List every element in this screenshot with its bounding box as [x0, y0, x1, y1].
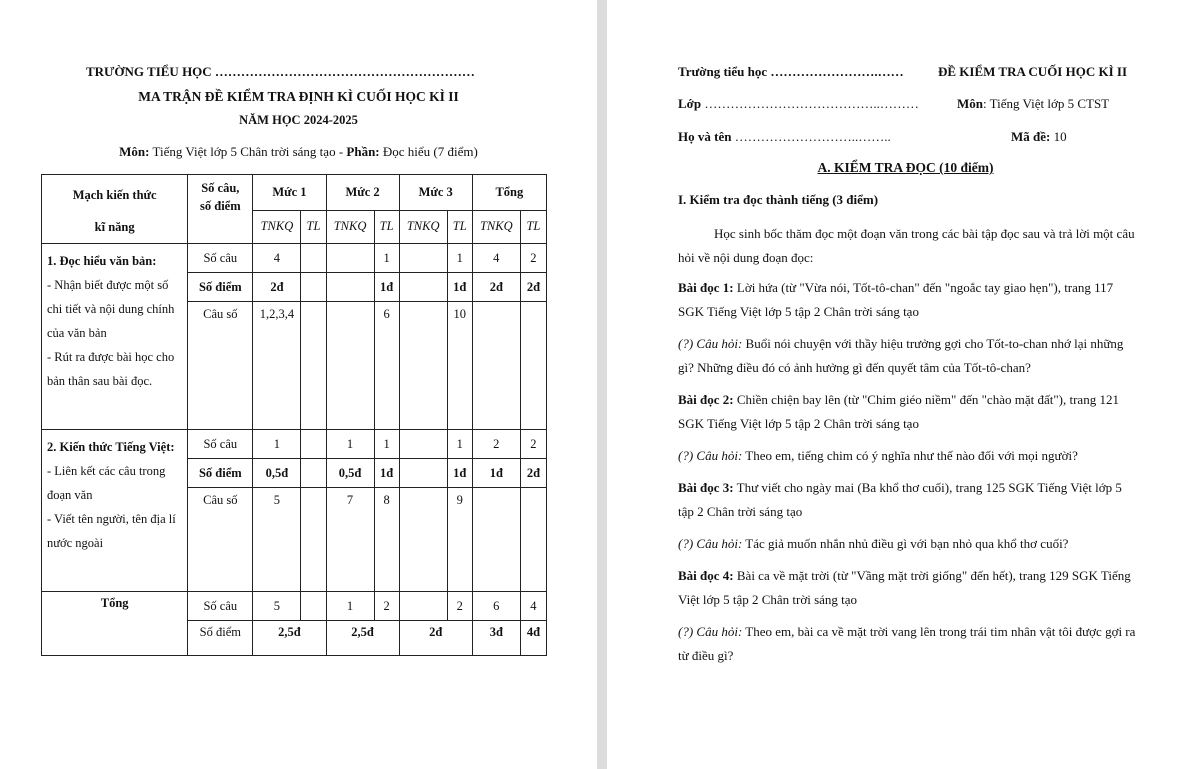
- cell: 1: [374, 430, 399, 459]
- cell: [301, 430, 326, 459]
- name-field: [678, 129, 891, 145]
- header-total: Tổng: [472, 175, 546, 211]
- cell: 1đ: [447, 273, 472, 302]
- row-label: Câu số: [188, 302, 253, 430]
- cell: 1: [447, 430, 472, 459]
- cell: 1: [253, 430, 301, 459]
- question-text: Tác giả muốn nhắn nhủ điều gì với bạn nhỏ qua khổ thơ cuối?: [745, 536, 1069, 551]
- reading-3: [678, 476, 1138, 524]
- cell: [301, 302, 326, 430]
- section-1-item: - Rút ra được bài học cho bản thân sau bài đọc.: [47, 350, 175, 388]
- cell: 7: [326, 488, 374, 592]
- matrix-table: [41, 174, 547, 656]
- cell: 2: [520, 244, 546, 273]
- row-label: Số câu: [188, 430, 253, 459]
- header-level-3: Mức 3: [399, 175, 472, 211]
- cell: [520, 488, 546, 592]
- cell: 0,5đ: [326, 459, 374, 488]
- cell: 1: [374, 244, 399, 273]
- row-label: Số điểm: [188, 273, 253, 302]
- cell: 2đ: [520, 459, 546, 488]
- school-field: Trường tiểu học …………………….……: [678, 64, 904, 79]
- school-year: NĂM HỌC 2024-2025: [239, 113, 358, 127]
- cell: [326, 302, 374, 430]
- row-label: Số câu: [188, 244, 253, 273]
- reading-label: Bài đọc 2:: [678, 392, 734, 407]
- question-label: (?) Câu hỏi:: [678, 624, 743, 639]
- cell: 2: [447, 592, 472, 621]
- page-gutter: [597, 0, 607, 769]
- row-label: Số điểm: [188, 459, 253, 488]
- section-1-topic: [42, 244, 188, 430]
- cell: 6: [374, 302, 399, 430]
- cell: [301, 459, 326, 488]
- cell: [399, 244, 447, 273]
- header-tnkq: TNKQ: [399, 210, 447, 243]
- cell: 5: [253, 592, 301, 621]
- cell: [301, 488, 326, 592]
- section-2-item: - Liên kết các câu trong đoạn văn: [47, 464, 166, 502]
- cell: 1đ: [374, 459, 399, 488]
- question-text: Theo em, bài ca về mặt trời vang lên trong trái tim nhân vật tôi được gợi ra từ điều gì?: [678, 624, 1136, 663]
- total-label: Tổng: [42, 592, 188, 656]
- header-topic-line1: Mạch kiến thức: [72, 188, 157, 202]
- instruction-paragraph: Học sinh bốc thăm đọc một đoạn văn trong các bài tập đọc sau và trả lời một câu hỏi về nội dung đoạn đọc:: [678, 226, 1135, 265]
- reading-label: Bài đọc 1:: [678, 280, 734, 295]
- cell: [472, 488, 520, 592]
- section-2-item: - Viết tên người, tên địa lí nước ngoài: [47, 512, 176, 550]
- total-row: [42, 592, 547, 621]
- cell: 2: [520, 430, 546, 459]
- header-tl: TL: [374, 210, 399, 243]
- table-row: [42, 430, 547, 459]
- code-label: Mã đề:: [1011, 129, 1051, 144]
- cell: [472, 302, 520, 430]
- matrix-title: MA TRẬN ĐỀ KIỂM TRA ĐỊNH KÌ CUỐI HỌC KÌ II: [138, 89, 459, 104]
- cell: 4: [472, 244, 520, 273]
- header-tl: TL: [520, 210, 546, 243]
- header-level-1: Mức 1: [253, 175, 326, 211]
- reading-label: Bài đọc 3:: [678, 480, 734, 495]
- cell: [399, 273, 447, 302]
- section-1-title: 1. Đọc hiểu văn bản:: [47, 254, 157, 268]
- cell: [301, 273, 326, 302]
- subject-line: [0, 144, 597, 160]
- cell: [326, 273, 374, 302]
- class-dots: …………………………………..………: [704, 96, 919, 111]
- section-1-item: - Nhận biết được một số chi tiết và nội dung chính của văn bản: [47, 278, 175, 340]
- question-text: Buổi nói chuyện với thầy hiệu trưởng gợi cho Tốt-to-chan nhớ lại những gì? Những điều đó có ảnh hưởng gì đến quyết tâm của Tốt-tô-chan?: [678, 336, 1124, 375]
- cell: 1đ: [447, 459, 472, 488]
- exam-code: [1011, 129, 1067, 145]
- row-label: Số câu: [188, 592, 253, 621]
- cell: 2đ: [472, 273, 520, 302]
- cell: 1: [447, 244, 472, 273]
- cell: 5: [253, 488, 301, 592]
- cell: 2đ: [520, 273, 546, 302]
- cell: 8: [374, 488, 399, 592]
- header-tl: TL: [301, 210, 326, 243]
- cell: 3đ: [472, 621, 520, 656]
- reading-2: [678, 388, 1138, 436]
- cell: 2,5đ: [326, 621, 399, 656]
- left-page: [0, 0, 597, 769]
- part-label: Phần:: [346, 144, 380, 159]
- reading-text: Thư viết cho ngày mai (Ba khổ thơ cuối), trang 125 SGK Tiếng Việt lớp 5 tập 2 Chân trời sáng tạo: [678, 480, 1122, 519]
- reading-1: [678, 276, 1138, 324]
- cell: 2đ: [253, 273, 301, 302]
- section-a-heading: A. KIỂM TRA ĐỌC (10 điểm): [817, 160, 994, 175]
- header-topic: [42, 175, 188, 244]
- cell: 4đ: [520, 621, 546, 656]
- code-value: 10: [1053, 129, 1067, 144]
- cell: 1: [326, 592, 374, 621]
- question-label: (?) Câu hỏi:: [678, 536, 743, 551]
- cell: [301, 592, 326, 621]
- cell: [399, 459, 447, 488]
- row-label: Câu số: [188, 488, 253, 592]
- question-3: [678, 532, 1138, 556]
- subject-value: Tiếng Việt lớp 5 Chân trời sáng tạo -: [152, 144, 344, 159]
- cell: 10: [447, 302, 472, 430]
- school-line-text: TRƯỜNG TIỂU HỌC ……………………………………………………: [86, 64, 475, 79]
- cell: [399, 488, 447, 592]
- cell: 4: [253, 244, 301, 273]
- section-2-topic: [42, 430, 188, 592]
- question-text: Theo em, tiếng chim có ý nghĩa như thế nào đối với mọi người?: [745, 448, 1078, 463]
- cell: 2đ: [399, 621, 472, 656]
- question-4: [678, 620, 1138, 668]
- header-tnkq: TNKQ: [472, 210, 520, 243]
- table-row: [42, 244, 547, 273]
- cell: 2: [374, 592, 399, 621]
- part-1-heading: I. Kiểm tra đọc thành tiếng (3 điểm): [678, 192, 879, 207]
- header-topic-line2: kĩ năng: [94, 220, 135, 234]
- exam-title: ĐỀ KIỂM TRA CUỐI HỌC KÌ II: [938, 64, 1128, 79]
- subject-label: Môn: [957, 96, 983, 111]
- reading-text: Chiền chiện bay lên (từ "Chim giéo niềm" đến "chào mặt đất"), trang 121 SGK Tiếng Việt lớp 5 tập 2 Chân trời sáng tạo: [678, 392, 1119, 431]
- row-label: Số điểm: [188, 621, 253, 656]
- header-tnkq: TNKQ: [326, 210, 374, 243]
- cell: 0,5đ: [253, 459, 301, 488]
- cell: [399, 430, 447, 459]
- cell: 1đ: [472, 459, 520, 488]
- class-field: [678, 96, 919, 112]
- reading-label: Bài đọc 4:: [678, 568, 734, 583]
- cell: 2,5đ: [253, 621, 326, 656]
- cell: [301, 244, 326, 273]
- cell: [399, 302, 447, 430]
- section-2-title: 2. Kiến thức Tiếng Việt:: [47, 440, 175, 454]
- header-count-line2: số điểm: [200, 199, 241, 213]
- header-tnkq: TNKQ: [253, 210, 301, 243]
- cell: 1: [326, 430, 374, 459]
- header-level-2: Mức 2: [326, 175, 399, 211]
- reading-4: [678, 564, 1138, 612]
- header-row-1: [42, 175, 547, 211]
- name-dots: ………………………..……..: [734, 129, 891, 144]
- cell: [399, 592, 447, 621]
- right-page: [607, 0, 1204, 769]
- reading-text: Bài ca về mặt trời (từ "Vầng mặt trời giống" đến hết), trang 129 SGK Tiếng Việt lớp 5 tập 2 Chân trời sáng tạo: [678, 568, 1131, 607]
- reading-text: Lời hứa (từ "Vừa nói, Tốt-tô-chan" đến "ngoắc tay giao hẹn"), trang 117 SGK Tiếng Việt lớp 5 tập 2 Chân trời sáng tạo: [678, 280, 1114, 319]
- question-1: [678, 332, 1138, 380]
- cell: 2: [472, 430, 520, 459]
- part-value: Đọc hiểu (7 điểm): [382, 144, 478, 159]
- school-line: [86, 64, 475, 80]
- cell: [520, 302, 546, 430]
- header-tl: TL: [447, 210, 472, 243]
- question-2: [678, 444, 1138, 468]
- cell: 4: [520, 592, 546, 621]
- cell: 9: [447, 488, 472, 592]
- cell: 1,2,3,4: [253, 302, 301, 430]
- cell: [326, 244, 374, 273]
- subject-label: Môn:: [119, 144, 150, 159]
- name-label: Họ và tên: [678, 129, 732, 144]
- subject-field: [957, 96, 1109, 112]
- question-label: (?) Câu hỏi:: [678, 448, 743, 463]
- cell: 1đ: [374, 273, 399, 302]
- header-count-line1: Số câu,: [201, 181, 240, 195]
- class-label: Lớp: [678, 96, 702, 111]
- subject-value: : Tiếng Việt lớp 5 CTST: [983, 96, 1110, 111]
- question-label: (?) Câu hỏi:: [678, 336, 743, 351]
- header-count: [188, 175, 253, 244]
- cell: 6: [472, 592, 520, 621]
